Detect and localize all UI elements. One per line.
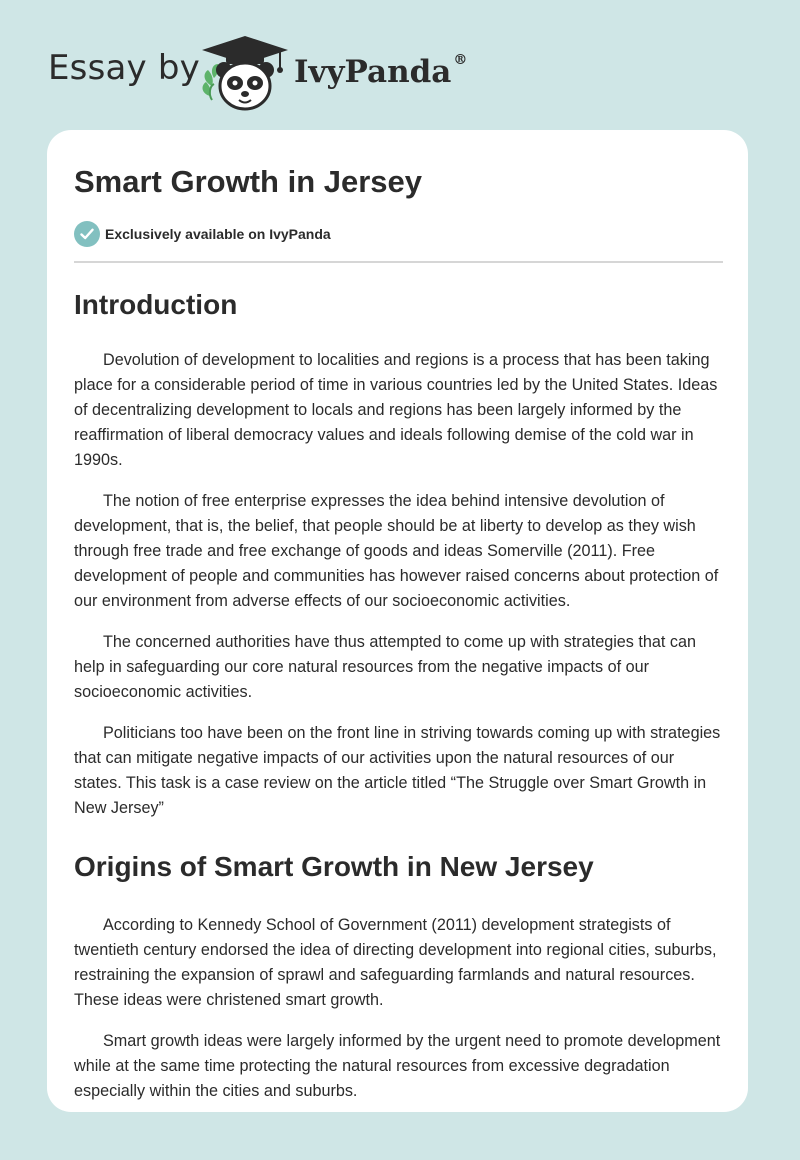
brand-name[interactable] <box>294 54 467 90</box>
section-heading-origins: Origins of Smart Growth in New Jersey <box>74 851 594 882</box>
exclusive-label: Exclusively available on IvyPanda <box>105 226 331 242</box>
paragraph: Smart growth ideas were largely informed by the urgent need to promote development while at the same time protecting the natural resources from excessive degradation especially within the cities and suburbs. <box>74 1032 721 1100</box>
divider <box>74 261 723 263</box>
registered-mark: ® <box>453 52 468 68</box>
panda-graduate-logo-icon[interactable] <box>200 34 290 114</box>
page-title: Smart Growth in Jersey <box>74 164 423 199</box>
essay-body <box>74 280 723 1104</box>
brand-text: IvyPanda <box>294 54 452 90</box>
paragraph: According to Kennedy School of Government (2011) development strategists of twentieth century endorsed the idea of directing development into regional cities, suburbs, restraining the expansion of sprawl and safeguarding farmlands and natural resources. These ideas were christened smart growth. <box>74 916 717 1009</box>
paragraph: The notion of free enterprise expresses the idea behind intensive devolution of development, that is, the belief, that people should be at liberty to develop as they wish through free trade and free exchange of goods and ideas Somerville (2011). Free development of people and communities has however raised concerns about protection of our environment from adverse effects of our socioeconomic activities. <box>74 492 719 610</box>
paragraph: Politicians too have been on the front line in striving towards coming up with strategies that can mitigate negative impacts of our activities upon the natural resources of our states. This task is a case review on the article titled “The Struggle over Smart Growth in New Jersey” <box>74 724 721 817</box>
site-header <box>48 30 508 114</box>
section-heading-introduction: Introduction <box>74 289 238 320</box>
essay-card <box>47 130 748 1112</box>
paragraph: The concerned authorities have thus attempted to come up with strategies that can help in safeguarding our core natural resources from the negative impacts of our socioeconomic activities. <box>74 633 696 701</box>
exclusive-badge <box>74 221 331 247</box>
check-circle-icon <box>74 221 100 247</box>
essay-by-label: Essay by <box>48 48 200 88</box>
paragraph: Devolution of development to localities and regions is a process that has been taking place for a considerable period of time in various countries led by the United States. Ideas of decentralizing development to locals and regions has been largely informed by the reaffirmation of liberal democracy values and ideals following demise of the cold war in 1990s. <box>74 351 718 469</box>
